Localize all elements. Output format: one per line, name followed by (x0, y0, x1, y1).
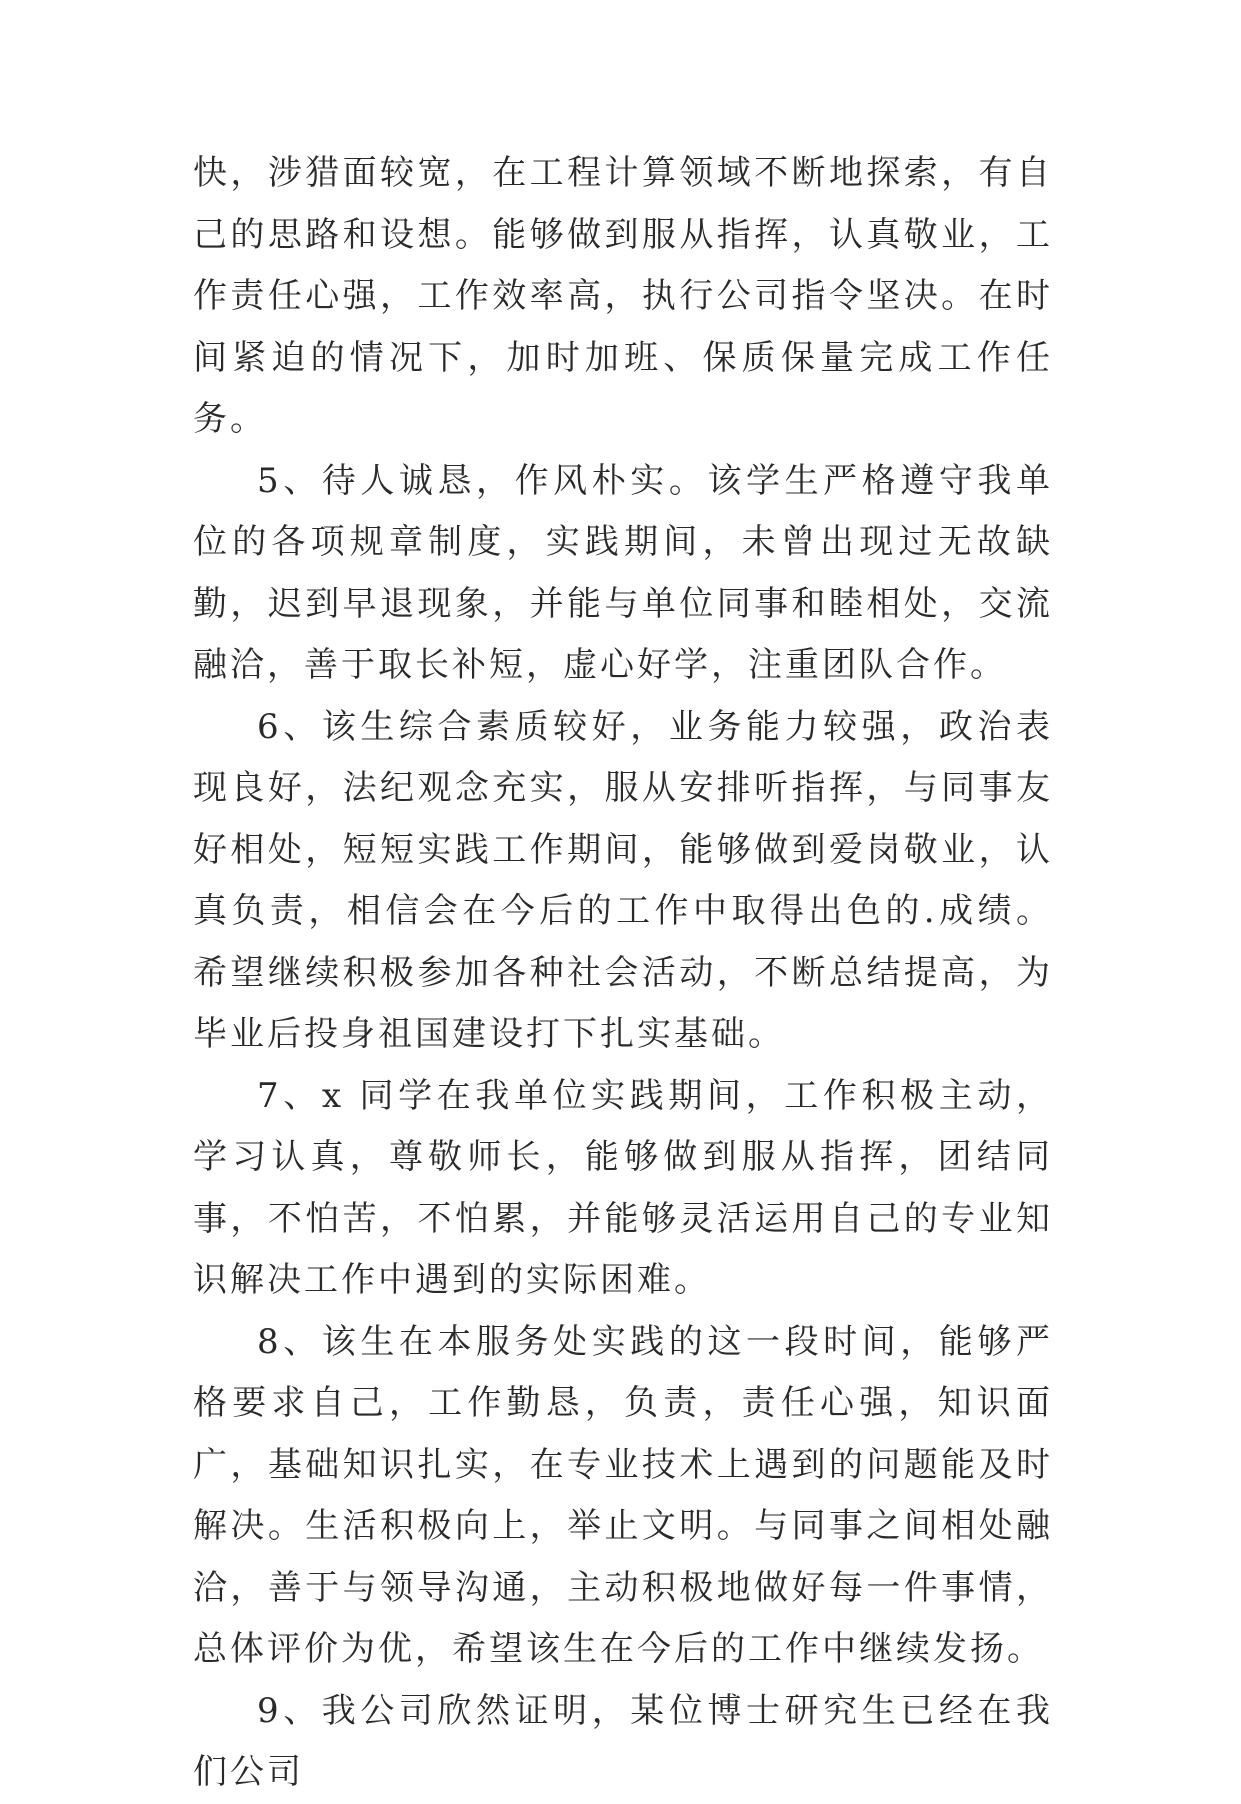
paragraph-item-7: 7、x 同学在我单位实践期间，工作积极主动，学习认真，尊敬师长，能够做到服从指挥，团结同事，不怕苦，不怕累，并能够灵活运用自己的专业知识解决工作中遇到的实际困难。 (193, 1075, 1053, 1300)
paragraph-item-6: 6、该生综合素质较好，业务能力较强，政治表现良好，法纪观念充实，服从安排听指挥，与同事友好相处，短短实践工作期间，能够做到爱岗敬业，认真负责，相信会在今后的工作中取得出色的.成绩。希望继续积极参加各种社会活动，不断总结提高，为毕业后投身祖国建设打下扎实基础。 (193, 706, 1053, 1054)
paragraph-item-8: 8、该生在本服务处实践的这一段时间，能够严格要求自己，工作勤恳，负责，责任心强，知识面广，基础知识扎实，在专业技术上遇到的问题能及时解决。生活积极向上，举止文明。与同事之间相处融洽，善于与领导沟通，主动积极地做好每一件事情，总体评价为优，希望该生在今后的工作中继续发扬。 (193, 1321, 1053, 1669)
paragraph-item-9: 9、我公司欣然证明，某位博士研究生已经在我们公司 (193, 1690, 1053, 1792)
document-page (193, 143, 1053, 1804)
paragraph-continuation: 快，涉猎面较宽，在工程计算领域不断地探索，有自己的思路和设想。能够做到服从指挥，认真敬业，工作责任心强，工作效率高，执行公司指令坚决。在时间紧迫的情况下，加时加班、保质保量完成工作任务。 (193, 153, 1053, 439)
paragraph-item-5: 5、待人诚恳，作风朴实。该学生严格遵守我单位的各项规章制度，实践期间，未曾出现过无故缺勤，迟到早退现象，并能与单位同事和睦相处，交流融洽，善于取长补短，虚心好学，注重团队合作。 (193, 460, 1053, 685)
